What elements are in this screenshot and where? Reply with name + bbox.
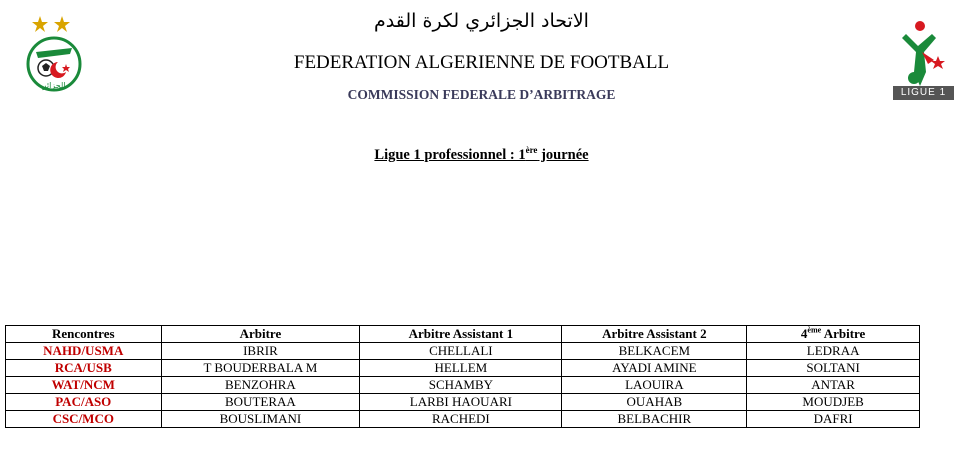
header-rencontres: Rencontres: [6, 326, 162, 343]
header-4eme-arbitre: 4ème Arbitre: [747, 326, 920, 343]
referee-schedule-table: [5, 325, 920, 428]
commission-title: COMMISSION FEDERALE D’ARBITRAGE: [347, 87, 616, 102]
assistant2-cell: BELKACEM: [562, 343, 747, 360]
header-arbitre: Arbitre: [161, 326, 360, 343]
assistant1-cell: HELLEM: [360, 360, 562, 377]
table-row: [6, 343, 920, 360]
ligue-title: Ligue 1 professionnel : 1ère journée: [374, 145, 589, 163]
assistant2-cell: OUAHAB: [562, 394, 747, 411]
assistant2-cell: AYADI AMINE: [562, 360, 747, 377]
arbitre-cell: BOUSLIMANI: [161, 411, 360, 428]
assistant2-cell: LAOUIRA: [562, 377, 747, 394]
assistant1-cell: CHELLALI: [360, 343, 562, 360]
assistant2-cell: BELBACHIR: [562, 411, 747, 428]
table-row: [6, 411, 920, 428]
match-cell: WAT/NCM: [6, 377, 162, 394]
arbitre-cell: BENZOHRA: [161, 377, 360, 394]
assistant1-cell: RACHEDI: [360, 411, 562, 428]
match-cell: PAC/ASO: [6, 394, 162, 411]
quatrieme-cell: ANTAR: [747, 377, 920, 394]
assistant1-cell: LARBI HAOUARI: [360, 394, 562, 411]
quatrieme-cell: LEDRAA: [747, 343, 920, 360]
table-header-row: [6, 326, 920, 343]
arabic-title: الاتحاد الجزائري لكرة القدم: [374, 10, 589, 32]
french-title: FEDERATION ALGERIENNE DE FOOTBALL: [293, 52, 670, 73]
arbitre-cell: BOUTERAA: [161, 394, 360, 411]
header-assistant-2: Arbitre Assistant 2: [562, 326, 747, 343]
arbitre-cell: T BOUDERBALA M: [161, 360, 360, 377]
match-cell: RCA/USB: [6, 360, 162, 377]
table-row: [6, 394, 920, 411]
table-row: [6, 377, 920, 394]
table-row: [6, 360, 920, 377]
arbitre-cell: IBRIR: [161, 343, 360, 360]
quatrieme-cell: MOUDJEB: [747, 394, 920, 411]
match-cell: CSC/MCO: [6, 411, 162, 428]
quatrieme-cell: DAFRI: [747, 411, 920, 428]
logo-arabic-text: الجزائر: [42, 81, 66, 90]
quatrieme-cell: SOLTANI: [747, 360, 920, 377]
header-assistant-1: Arbitre Assistant 1: [360, 326, 562, 343]
assistant1-cell: SCHAMBY: [360, 377, 562, 394]
match-cell: NAHD/USMA: [6, 343, 162, 360]
ligue1-badge: LIGUE 1: [893, 86, 954, 100]
